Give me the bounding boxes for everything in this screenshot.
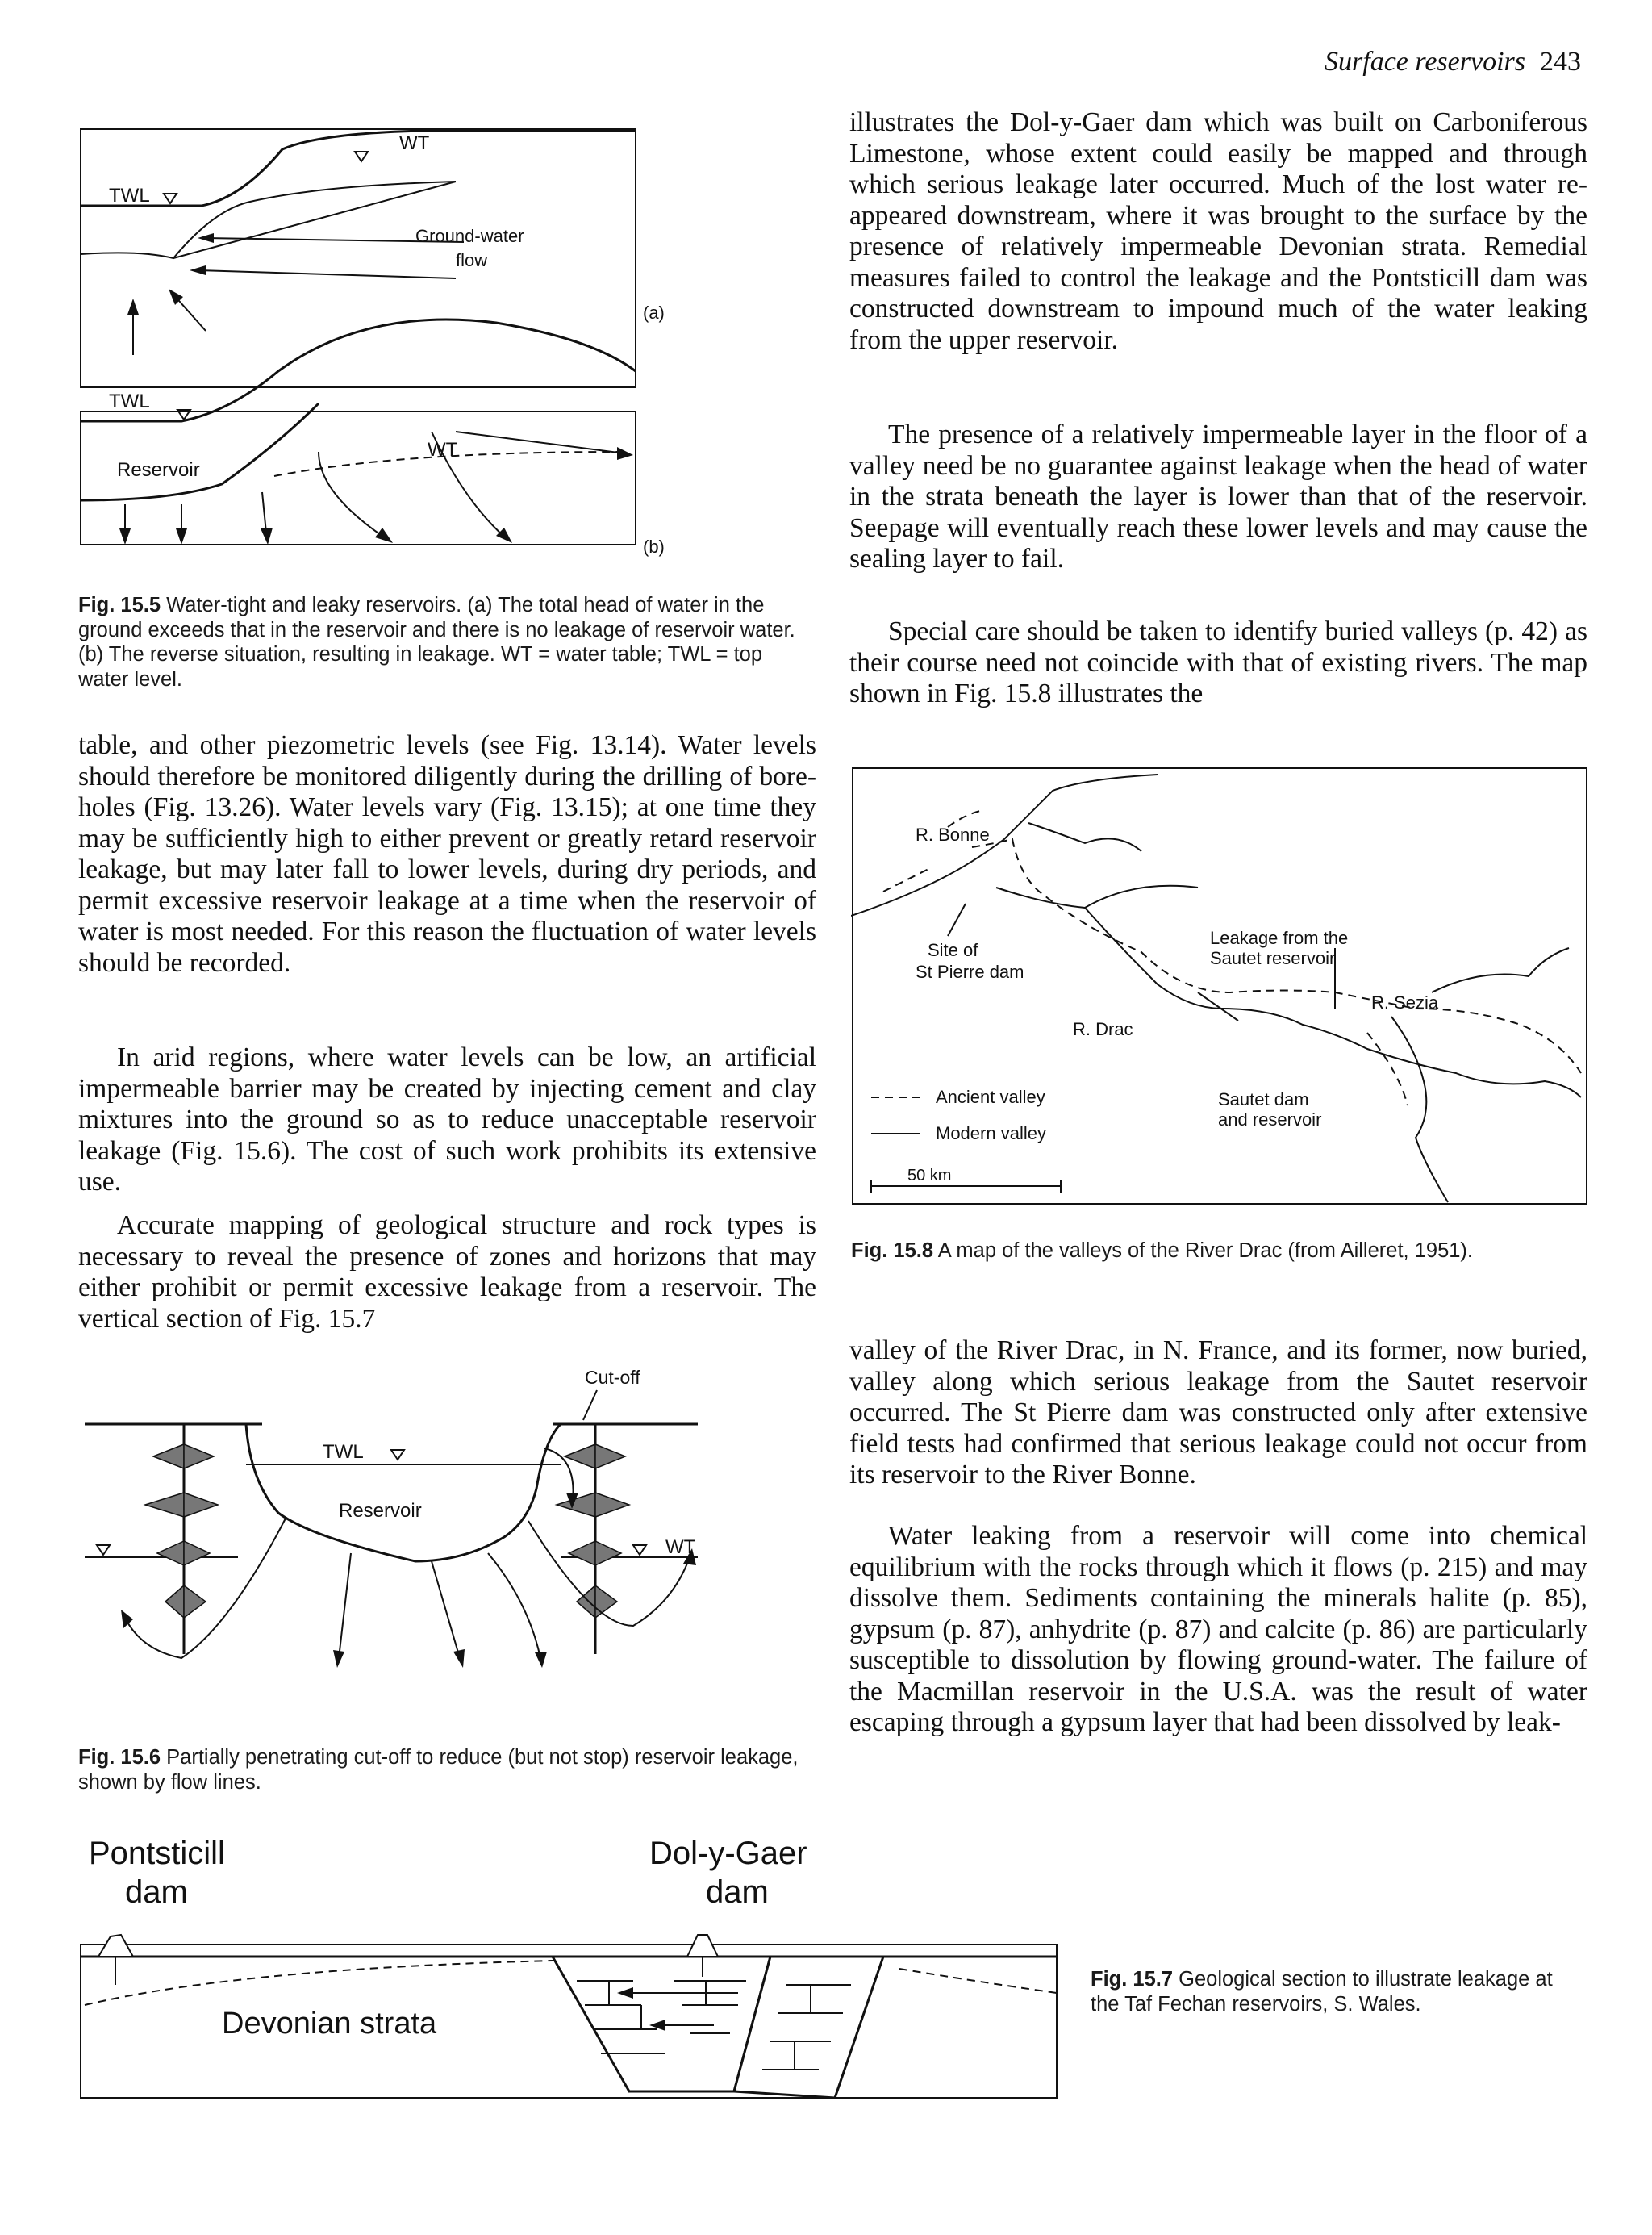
right-paragraph-2: The presence of a relatively impermeable layer in the floor of a valley need be no guarantee against leakage when the head of water in the strata beneath the layer is lower than that of the reservoir. Seepage will eventually reach these lower levels and may cause the sealing layer to fail. (849, 420, 1587, 574)
fig15-5-panel-b: (b) (643, 537, 665, 557)
right-paragraph-1: illustrates the Dol-y-Gaer dam which was built on Carboniferous Limestone, whose extent could easily be mapped and through which serious leakage later occurred. Much of the lost water re-appeared downstream, where it was brought to the surface by the presence of relatively impermeable Devonian strata. Remedial measures failed to control the leakage and the Pontsticill dam was constructed downstream to impound much of the water leaking from the upper reservoir. (849, 107, 1587, 355)
fig15-8-sautet-label-1: Sautet dam (1218, 1089, 1309, 1109)
fig15-8-site-label-2: St Pierre dam (916, 962, 1024, 982)
fig15-5-caption-number: Fig. 15.5 (78, 594, 161, 616)
fig15-5-reservoir-b: Reservoir (117, 459, 200, 481)
fig15-7-pontsticill-label: Pontsticill (89, 1836, 225, 1871)
fig15-8-sezia-label: R. Sezia (1371, 992, 1439, 1013)
fig15-7-devonian-label: Devonian strata (222, 2007, 437, 2041)
fig15-5-panel-a: (a) (643, 303, 665, 323)
right-paragraph-4: valley of the River Drac, in N. France, and its former, now buried, valley along which serious leakage from the Sautet reservoir occurred. The St Pierre dam was constructed only after extensive field tests had confirmed that serious leakage could not occur from its reservoir to the River Bonne. (849, 1335, 1587, 1489)
figure-15-5 (77, 113, 722, 565)
fig15-8-caption (851, 1239, 1577, 1264)
panel-a-diagram (81, 129, 665, 387)
grout-curtain-right (557, 1424, 629, 1654)
fig15-7-caption-text: Geological section to illustrate leakage at the Taf Fechan reservoirs, S. Wales. (1091, 1968, 1553, 2016)
fig15-8-drac-label: R. Drac (1073, 1019, 1133, 1039)
fig15-8-bonne-label: R. Bonne (916, 825, 990, 845)
fig15-8-sautet-label-2: and reservoir (1218, 1109, 1322, 1130)
fig15-8-legend-ancient: Ancient valley (936, 1087, 1045, 1107)
fig15-6-wt-label: WT (665, 1536, 696, 1558)
fig15-6-cutoff-label: Cut-off (585, 1367, 640, 1388)
figure-15-6 (77, 1360, 738, 1731)
fig15-5-gw-line2: flow (456, 250, 488, 270)
fig15-5-twl-b: TWL (109, 391, 150, 412)
fig15-8-caption-number: Fig. 15.8 (851, 1239, 934, 1262)
fig15-8-site-label-1: Site of (928, 940, 978, 960)
fig15-7-dolygaer-dam-label: dam (706, 1874, 769, 1910)
fig15-5-twl-a: TWL (109, 185, 150, 207)
running-header (1325, 47, 1581, 77)
fig15-6-caption-number: Fig. 15.6 (78, 1746, 161, 1769)
fig15-5-caption (78, 593, 812, 691)
fig15-5-wt-b: WT (428, 439, 458, 461)
fig15-8-caption-text: A map of the valleys of the River Drac (from Ailleret, 1951). (937, 1239, 1474, 1262)
fig15-8-leakage-label-2: Sautet reservoir (1210, 948, 1336, 968)
fig15-7-dolygaer-label: Dol-y-Gaer (649, 1836, 807, 1871)
left-paragraph-1: table, and other piezometric levels (see Fig. 13.14). Water levels should therefore be monitored diligently during the drilling of bore-holes (Fig. 13.26). Water levels vary (Fig. 13.15); at one time they may be sufficiently high to either prevent or greatly retard reservoir leakage, but may later fall to lower levels, during dry periods, and permit excessive reservoir leakage at a time when the reservoir of water is most needed. For this reason the fluctuation of water levels should be recorded. (78, 730, 816, 978)
fig15-6-caption (78, 1745, 816, 1794)
fig15-5-caption-text: Water-tight and leaky reservoirs. (a) The total head of water in the ground exceeds that in the reservoir and there is no leakage of reservoir water. (b) The reverse situation, resulting in leakage. WT = water table; TWL = top water level. (78, 594, 795, 691)
figure-15-7 (77, 1832, 1085, 2106)
page-number: 243 (1540, 47, 1581, 77)
figure-15-8-map (851, 767, 1589, 1206)
left-paragraph-3: Accurate mapping of geological structure and rock types is necessary to reveal the presence of zones and horizons that may either prohibit or permit excessive leakage from a reservoir. The vertical section of Fig. 15.7 (78, 1210, 816, 1334)
right-paragraph-5: Water leaking from a reservoir will come into chemical equilibrium with the rocks through which it flows (p. 215) and may dissolve them. Sediments containing the minerals halite (p. 85), gypsum (p. 87), anhydrite (p. 87) and calcite (p. 86) are particularly susceptible to dissolution by flowing ground-water. The failure of the Macmillan reservoir in the U.S.A. was the result of water escaping through a gypsum layer that had been dissolved by leak- (849, 1521, 1587, 1737)
fig15-7-pontsticill-dam-label: dam (125, 1874, 188, 1910)
fig15-6-reservoir-label: Reservoir (339, 1500, 422, 1522)
fig15-8-scale-label: 50 km (907, 1167, 952, 1184)
right-paragraph-3: Special care should be taken to identify buried valleys (p. 42) as their course need not coincide with that of existing rivers. The map shown in Fig. 15.8 illustrates the (849, 616, 1587, 708)
fig15-7-caption (1091, 1967, 1575, 2016)
fig15-5-wt-a: WT (399, 132, 430, 154)
fig15-8-legend-modern: Modern valley (936, 1123, 1046, 1143)
fig15-7-caption-number: Fig. 15.7 (1091, 1968, 1174, 1991)
running-title: Surface reservoirs (1325, 47, 1525, 77)
grout-curtain-left (145, 1424, 218, 1654)
fig15-5-gw-line1: Ground-water (415, 226, 524, 246)
left-paragraph-2: In arid regions, where water levels can be low, an artificial impermeable barrier may be created by injecting cement and clay mixtures into the ground so as to reduce unacceptable reservoir leakage (Fig. 15.6). The cost of such work prohibits its extensive use. (78, 1042, 816, 1197)
fig15-6-twl-label: TWL (323, 1441, 364, 1463)
fig15-8-leakage-label-1: Leakage from the (1210, 928, 1349, 948)
fig15-6-caption-text: Partially penetrating cut-off to reduce (but not stop) reservoir leakage, shown by flow lines. (78, 1746, 799, 1794)
panel-b-diagram (81, 320, 665, 557)
